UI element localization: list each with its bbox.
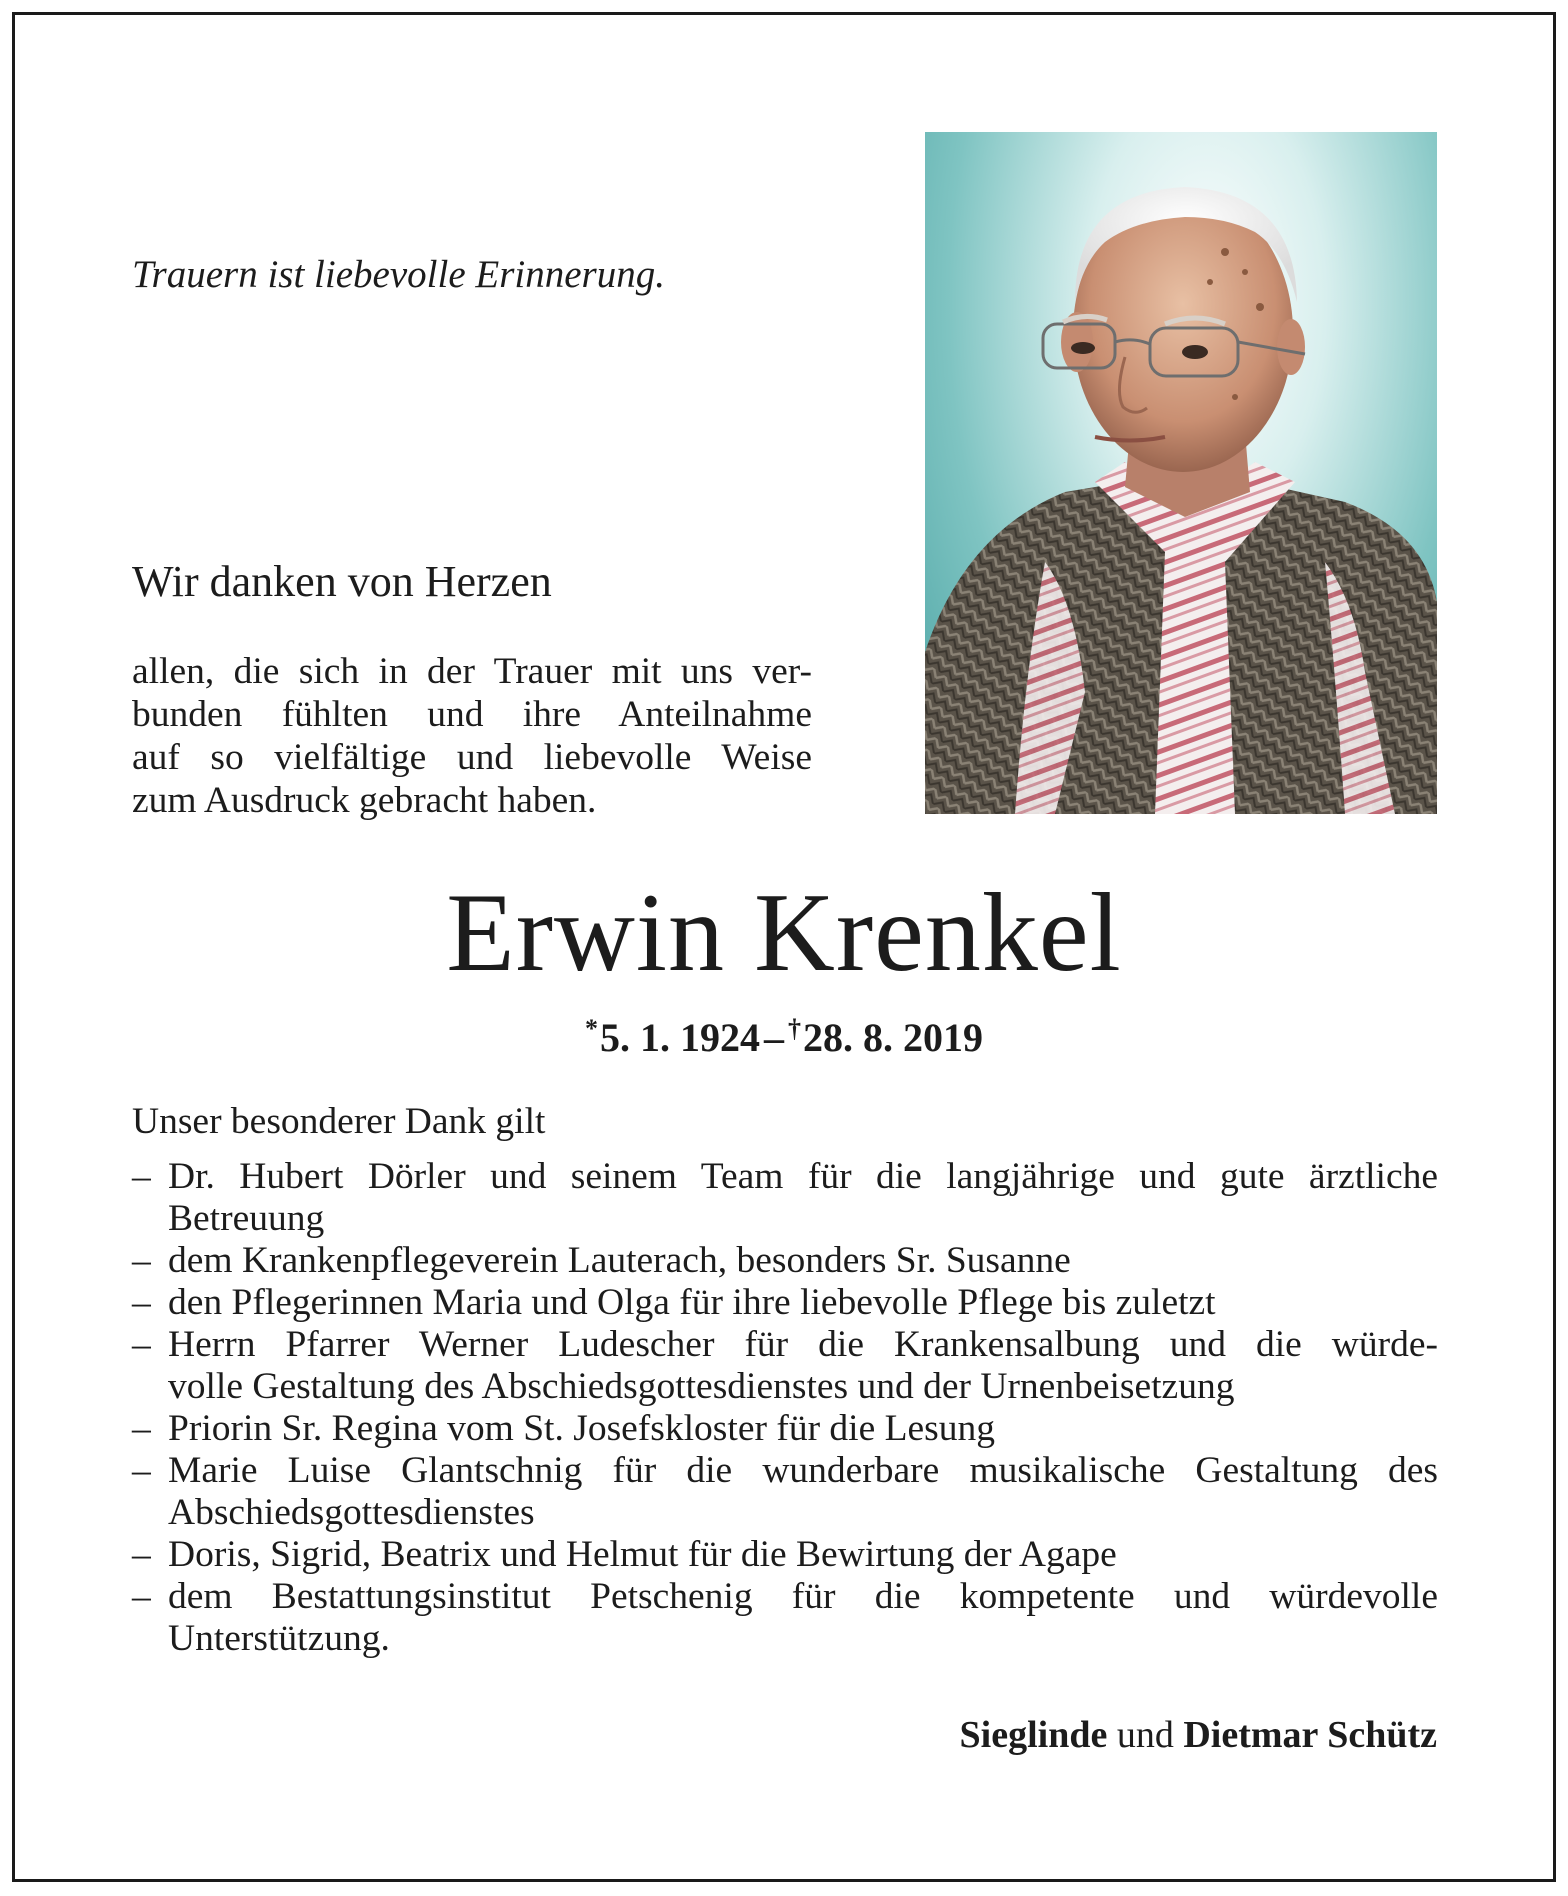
list-item-line: Doris, Sigrid, Beatrix und Helmut für die Bewirtung der Agape: [168, 1534, 1117, 1575]
list-item-line: den Pflegerinnen Maria und Olga für ihre liebevolle Pflege bis zuletzt: [168, 1282, 1216, 1323]
thanks-body-line: auf so vielfältige und liebevolle Weise: [132, 737, 812, 778]
signature-joiner: und: [1116, 1714, 1174, 1756]
signature-second: Dietmar Schütz: [1183, 1714, 1437, 1756]
list-item: [132, 1324, 1438, 1408]
list-item-line: dem Krankenpflegeverein Lauterach, besonders Sr. Susanne: [168, 1240, 1071, 1281]
list-item-line: Priorin Sr. Regina vom St. Josefskloster für die Lesung: [168, 1408, 996, 1449]
list-item: [132, 1576, 1438, 1660]
dash-bullet: –: [132, 1534, 151, 1575]
portrait-icon: [925, 132, 1437, 814]
thanks-body-line: bunden fühlten und ihre Anteilnahme: [132, 694, 812, 735]
dash-bullet: –: [132, 1240, 151, 1281]
signature-first: Sieglinde: [959, 1714, 1108, 1756]
list-item-line: Marie Luise Glantschnig für die wunderbare musikalische Gestaltung des: [168, 1450, 1438, 1491]
thanks-body: [132, 650, 812, 822]
list-item: [132, 1534, 1438, 1576]
dash-bullet: –: [132, 1282, 151, 1323]
list-item-line: Abschiedsgottesdienstes: [168, 1492, 535, 1533]
list-item-line: volle Gestaltung des Abschiedsgottesdienstes und der Urnenbeisetzung: [168, 1366, 1235, 1407]
date-dash: –: [764, 1015, 784, 1060]
deceased-name: Erwin Krenkel: [446, 871, 1122, 995]
list-item: [132, 1450, 1438, 1534]
dash-bullet: –: [132, 1576, 151, 1617]
life-dates: [0, 1004, 1568, 1063]
birth-symbol: *: [585, 1014, 598, 1043]
list-item-line: Dr. Hubert Dörler und seinem Team für die langjährige und gute ärztliche: [168, 1156, 1438, 1197]
dash-bullet: –: [132, 1450, 151, 1491]
signature: [960, 1712, 1437, 1758]
list-item: [132, 1282, 1438, 1324]
dash-bullet: –: [132, 1324, 151, 1365]
list-item: [132, 1156, 1438, 1240]
list-item: [132, 1240, 1438, 1282]
dash-bullet: –: [132, 1156, 151, 1197]
list-item: [132, 1408, 1438, 1450]
list-item-line: Betreuung: [168, 1198, 325, 1239]
special-thanks-intro: Unser besonderer Dank gilt: [132, 1101, 546, 1142]
thanks-body-line: zum Ausdruck gebracht haben.: [132, 780, 597, 821]
motto: Trauern ist liebevolle Erinnerung.: [132, 253, 665, 296]
dash-bullet: –: [132, 1408, 151, 1449]
birth-date: 5. 1. 1924: [600, 1015, 760, 1060]
special-thanks-list: [132, 1156, 1438, 1660]
thanks-heading: Wir danken von Herzen: [132, 557, 552, 606]
list-item-line: dem Bestattungsinstitut Petschenig für die kompetente und würdevolle: [168, 1576, 1438, 1617]
death-symbol: †: [788, 1014, 801, 1043]
list-item-line: Herrn Pfarrer Werner Ludescher für die Krankensalbung und die würde-: [168, 1324, 1438, 1365]
thanks-body-line: allen, die sich in der Trauer mit uns ver-: [132, 651, 812, 692]
list-item-line: Unterstützung.: [168, 1618, 390, 1659]
death-date: 28. 8. 2019: [803, 1015, 983, 1060]
portrait-photo: [925, 132, 1437, 814]
